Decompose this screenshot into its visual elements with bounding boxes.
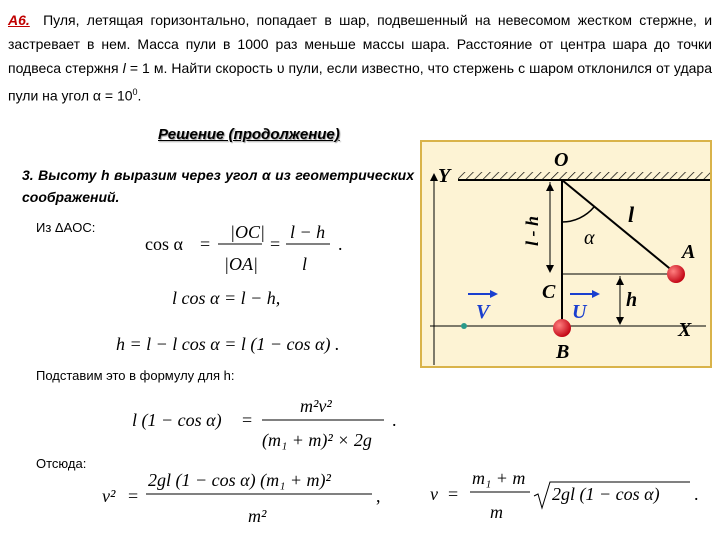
equals-sign: = xyxy=(270,234,281,254)
label-alpha: α xyxy=(584,227,595,249)
problem-l-symbol: l xyxy=(122,60,126,76)
formula-velocity-result xyxy=(420,456,716,536)
equals-sign: = xyxy=(128,486,139,506)
label-c: C xyxy=(542,281,556,303)
problem-text-4: = 10 xyxy=(101,87,133,104)
problem-text-3: пули, если известно, что стержень с шаром отклонился от удара пули на угол xyxy=(8,60,712,104)
formula-f1-num1: |OC| xyxy=(230,222,265,242)
label-x: X xyxy=(678,319,692,341)
formula-height-substitution xyxy=(132,396,397,451)
equals-sign: = xyxy=(200,234,211,254)
problem-number: А6. xyxy=(8,12,30,28)
problem-statement xyxy=(8,8,712,108)
label-u: U xyxy=(572,301,587,323)
substitute-label: Подставим это в формулу для h: xyxy=(36,368,235,383)
label-l-minus-h: l - h xyxy=(522,215,542,246)
pendulum-figure xyxy=(420,140,712,368)
label-l: l xyxy=(628,202,635,227)
formula-f5-num: 2gl (1 − cos α) (m₁ + m)² xyxy=(148,470,331,490)
problem-v-symbol: υ xyxy=(276,60,285,76)
label-o: O xyxy=(554,149,569,171)
bullet xyxy=(461,323,467,329)
formula-f1-end: . xyxy=(338,234,343,254)
problem-text-5: . xyxy=(137,87,142,104)
formula-cos-ratio xyxy=(145,222,343,274)
formula-f5-den: m² xyxy=(248,506,267,526)
formula-f1-lhs: cos α xyxy=(145,234,183,254)
formula-f6-root: 2gl (1 − cos α) xyxy=(552,484,660,504)
formula-f6-den: m xyxy=(490,502,503,522)
problem-text-1: Пуля, летящая горизонтально, попадает в шар, подвешенный на невесомом жестком стержне, и застревает в нем. Масса пули в 1000 раз меньше массы шара. Расстояние от центра шара до точки подвеса стержня xyxy=(8,12,713,76)
formula-f6-lhs: v xyxy=(430,484,438,504)
equals-sign: = xyxy=(242,410,253,430)
equals-sign: = xyxy=(448,484,459,504)
formula-v-squared xyxy=(102,470,381,526)
formula-f1-den1: |OA| xyxy=(224,254,258,274)
formula-f3: h = l − l cos α = l (1 − cos α) . xyxy=(116,334,340,354)
formula-f4-end: . xyxy=(392,410,397,430)
formula-f4-lhs: l (1 − cos α) xyxy=(132,410,222,430)
ceiling-hatch xyxy=(458,172,710,180)
label-y: Y xyxy=(438,165,451,187)
formula-f5-lhs: v² xyxy=(102,486,116,506)
label-a: A xyxy=(682,241,696,263)
ball-at-a xyxy=(667,265,685,283)
step-3-text: 3. Высоту h выразим через угол α из геометрических соображений. xyxy=(22,167,414,205)
hence-label: Отсюда: xyxy=(36,456,87,471)
formula-f6-num: m₁ + m xyxy=(472,468,526,488)
formula-f6-end: . xyxy=(694,484,699,504)
formula-f2: l cos α = l − h, xyxy=(172,288,281,308)
label-v: V xyxy=(476,301,490,323)
formula-f1-num2: l − h xyxy=(290,222,326,242)
label-h: h xyxy=(626,289,638,311)
problem-alpha-symbol: α xyxy=(92,87,101,104)
problem-text-2: = 1 м. Найти скорость xyxy=(125,60,277,76)
formula-f4-num: m²v² xyxy=(300,396,332,416)
formula-f5-end: , xyxy=(376,486,381,506)
ball-at-b xyxy=(553,319,571,337)
formula-area xyxy=(0,200,420,540)
formula-f1-den2: l xyxy=(302,254,308,274)
problem-degree: 0 xyxy=(132,87,138,97)
solution-title: Решение (продолжение) xyxy=(158,126,340,143)
from-triangle-label: Из ΔAOC: xyxy=(36,220,96,235)
formula-f4-den: (m₁ + m)² × 2g xyxy=(262,430,372,450)
label-b: B xyxy=(556,341,570,363)
